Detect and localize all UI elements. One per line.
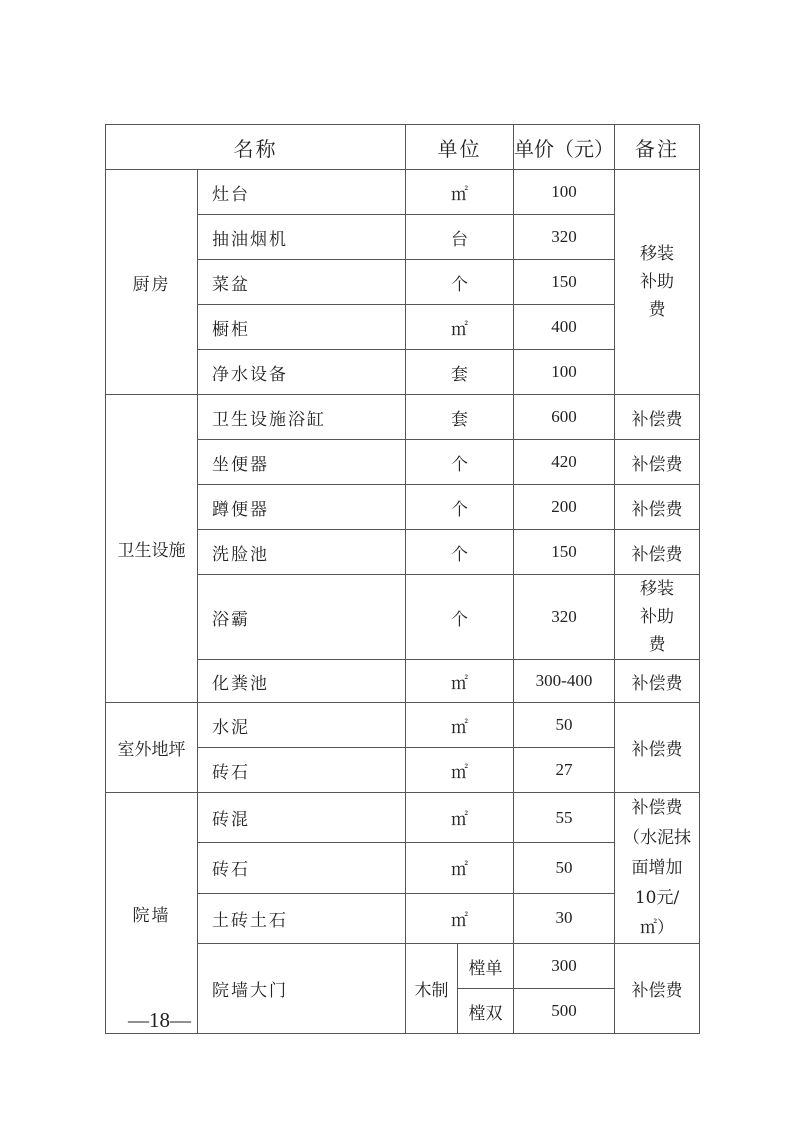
item-note: 补偿费 [615, 530, 700, 575]
item-price: 420 [514, 440, 615, 485]
item-note: 补偿费 [615, 660, 700, 703]
item-unit: 个 [406, 260, 514, 305]
item-price: 150 [514, 530, 615, 575]
item-price: 30 [514, 893, 615, 943]
item-name: 卫生设施浴缸 [198, 395, 406, 440]
item-name: 灶台 [198, 170, 406, 215]
item-unit: 个 [406, 530, 514, 575]
item-price: 100 [514, 170, 615, 215]
item-name: 菜盆 [198, 260, 406, 305]
item-unit: ㎡ [406, 660, 514, 703]
item-price: 400 [514, 305, 615, 350]
group-note-ground: 补偿费 [615, 703, 700, 793]
item-price: 100 [514, 350, 615, 395]
gate-price: 300 [514, 944, 615, 989]
item-note: 补偿费 [615, 440, 700, 485]
item-unit: 个 [406, 485, 514, 530]
gate-material: 木制 [406, 944, 458, 1034]
page-number: —18— [128, 1008, 191, 1032]
table-row [106, 793, 700, 843]
table-row [106, 170, 700, 215]
item-name: 洗脸池 [198, 530, 406, 575]
item-price: 320 [514, 215, 615, 260]
item-unit: 个 [406, 575, 514, 660]
group-label-ground: 室外地坪 [106, 703, 198, 793]
item-name: 砖混 [198, 793, 406, 843]
item-price: 27 [514, 748, 615, 793]
item-name: 浴霸 [198, 575, 406, 660]
gate-type: 樘双 [458, 989, 514, 1034]
item-price: 200 [514, 485, 615, 530]
item-price: 150 [514, 260, 615, 305]
item-name: 橱柜 [198, 305, 406, 350]
item-unit: 台 [406, 215, 514, 260]
price-table [105, 124, 700, 1034]
item-price: 55 [514, 793, 615, 843]
item-name: 水泥 [198, 703, 406, 748]
item-name: 砖石 [198, 843, 406, 893]
item-name: 蹲便器 [198, 485, 406, 530]
item-unit: 个 [406, 440, 514, 485]
group-label-sanitary: 卫生设施 [106, 395, 198, 703]
item-name: 坐便器 [198, 440, 406, 485]
group-label-wall: 院墙 [106, 793, 198, 1034]
item-name: 砖石 [198, 748, 406, 793]
gate-type: 樘单 [458, 944, 514, 989]
item-unit: 套 [406, 395, 514, 440]
group-note-kitchen: 移装补助费 [615, 170, 700, 395]
item-note: 移装补助费 [615, 575, 700, 660]
item-price: 300-400 [514, 660, 615, 703]
item-price: 50 [514, 703, 615, 748]
item-price: 320 [514, 575, 615, 660]
item-name: 化粪池 [198, 660, 406, 703]
item-unit: ㎡ [406, 793, 514, 843]
item-name: 抽油烟机 [198, 215, 406, 260]
item-unit: ㎡ [406, 893, 514, 943]
header-note: 备注 [615, 125, 700, 170]
header-name: 名称 [106, 125, 406, 170]
item-price: 600 [514, 395, 615, 440]
item-price: 50 [514, 843, 615, 893]
item-unit: ㎡ [406, 843, 514, 893]
item-unit: ㎡ [406, 305, 514, 350]
header-row [106, 125, 700, 170]
gate-price: 500 [514, 989, 615, 1034]
group-note-wall: 补偿费（水泥抹面增加10元/㎡） [615, 793, 700, 944]
header-unit: 单位 [406, 125, 514, 170]
table-row [106, 703, 700, 748]
item-unit: 套 [406, 350, 514, 395]
group-label-kitchen: 厨房 [106, 170, 198, 395]
item-name: 土砖土石 [198, 893, 406, 943]
gate-note: 补偿费 [615, 944, 700, 1034]
gate-name: 院墙大门 [198, 944, 406, 1034]
item-unit: ㎡ [406, 703, 514, 748]
table-row [106, 395, 700, 440]
item-note: 补偿费 [615, 485, 700, 530]
item-note: 补偿费 [615, 395, 700, 440]
item-name: 净水设备 [198, 350, 406, 395]
item-unit: ㎡ [406, 170, 514, 215]
item-unit: ㎡ [406, 748, 514, 793]
header-price: 单价（元） [514, 125, 615, 170]
